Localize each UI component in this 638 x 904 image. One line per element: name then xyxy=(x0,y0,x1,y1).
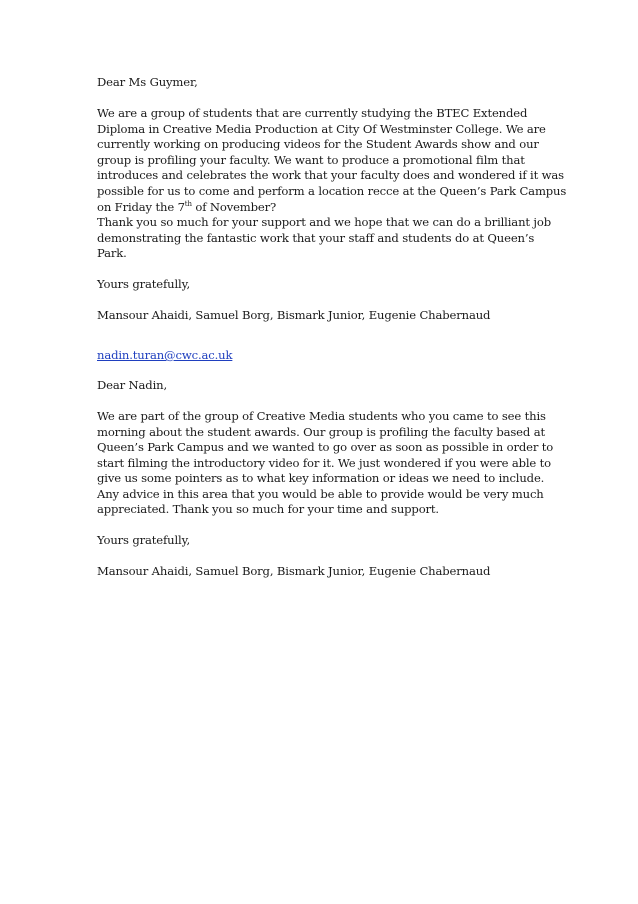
letter1-body-line: currently working on producing videos for the Student Awards show and our xyxy=(97,137,539,151)
letter1-thanks-line: Thank you so much for your support and we hope that we can do a brilliant job xyxy=(97,215,551,229)
letter1-body-line: possible for us to come and perform a location recce at the Queen’s Park Campus xyxy=(97,184,567,198)
letter1-thanks-line: demonstrating the fantastic work that your staff and students do at Queen’s xyxy=(97,231,535,245)
letter2-body-line: morning about the student awards. Our group is profiling the faculty based at xyxy=(97,425,545,439)
letter1-thanks-line: Park. xyxy=(97,246,127,260)
letter1-salutation: Dear Ms Guymer, xyxy=(97,75,198,89)
letter2-body-line: Queen’s Park Campus and we wanted to go over as soon as possible in order to xyxy=(97,440,554,454)
letter1-date-line xyxy=(97,200,276,216)
letter1-closing: Yours gratefully, xyxy=(97,277,190,291)
date-line-ordinal: th xyxy=(184,200,192,209)
letter1-body-line: We are a group of students that are currently studying the BTEC Extended xyxy=(97,106,528,120)
letter2-body-line: Any advice in this area that you would be able to provide would be very much xyxy=(97,487,544,501)
letter2-body-line: We are part of the group of Creative Media students who you came to see this xyxy=(97,409,546,423)
letter1-body-line: Diploma in Creative Media Production at City Of Westminster College. We are xyxy=(97,122,546,136)
letter2-closing: Yours gratefully, xyxy=(97,533,190,547)
letter1-body-line: group is profiling your faculty. We want to produce a promotional film that xyxy=(97,153,525,167)
date-line-prefix: on Friday the 7 xyxy=(97,200,185,214)
letter1-body-line: introduces and celebrates the work that your faculty does and wondered if it was xyxy=(97,168,564,182)
letter2-body-line: appreciated. Thank you so much for your time and support. xyxy=(97,502,439,516)
email-link[interactable]: nadin.turan@cwc.ac.uk xyxy=(97,348,233,362)
letter2-body-line: start filming the introductory video for it. We just wondered if you were able to xyxy=(97,456,552,470)
letter2-signatories: Mansour Ahaidi, Samuel Borg, Bismark Junior, Eugenie Chabernaud xyxy=(97,564,491,578)
letter2-salutation: Dear Nadin, xyxy=(97,378,167,392)
letter2-body-line: give us some pointers as to what key information or ideas we need to include. xyxy=(97,471,545,485)
date-line-suffix: of November? xyxy=(191,200,277,214)
letter1-signatories: Mansour Ahaidi, Samuel Borg, Bismark Junior, Eugenie Chabernaud xyxy=(97,308,491,322)
